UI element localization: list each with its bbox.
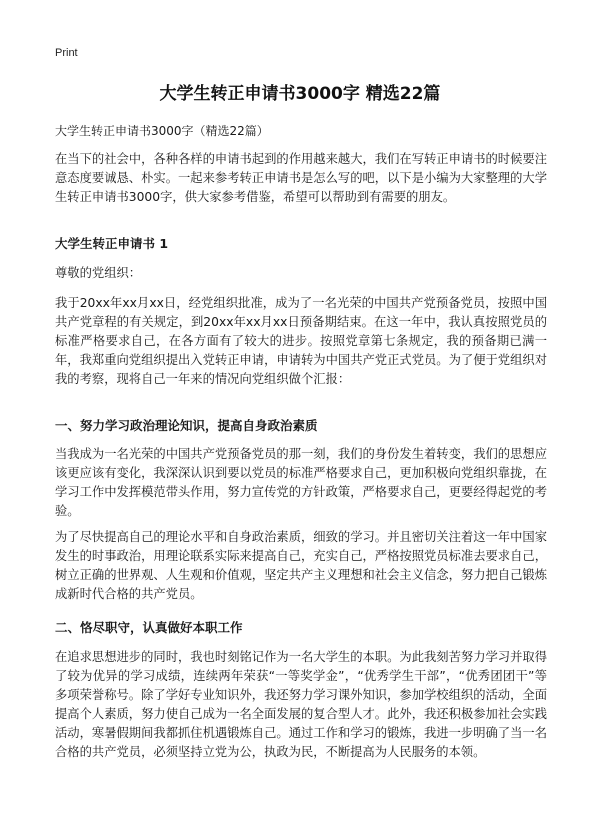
- section-title: 大学生转正申请书 1: [55, 236, 169, 251]
- heading-1: 一、努力学习政治理论知识，提高自身政治素质: [55, 418, 318, 433]
- page-title: 大学生转正申请书3000字 精选22篇: [159, 84, 441, 104]
- print-label: Print: [55, 47, 78, 59]
- paragraph-4: 在追求思想进步的同时，我也时刻铭记作为一名大学生的本职。为此我刻苦努力学习并取得了较为优异的学习成绩，连续两年荣获“一等奖学金”，“优秀学生干部”，“优秀团团干”等多项荣誉称号。除了学好专业知识外，我还努力学习课外知识，参加学校组织的活动，全面提高个人素质，努力使自己成为一名全面发展的复合型人才。此外，我还积极参加社会实践活动，寒暑假期间我都抓住机遇锻炼自己。通过工作和学习的锻炼，我进一步明确了当一名合格的共产党员，必须坚持立党为公，执政为民，不断提高为人民服务的本领。: [55, 650, 547, 759]
- intro-paragraph: 在当下的社会中，各种各样的申请书起到的作用越来越大，我们在写转正申请书的时候要注意态度要诚恳、朴实。一起来参考转正申请书是怎么写的吧，以下是小编为大家整理的大学生转正申请书3000字，供大家参考借鉴，希望可以帮助到有需要的朋友。: [55, 152, 547, 204]
- paragraph-3: 为了尽快提高自己的理论水平和自身政治素质，细致的学习。并且密切关注着这一年中国家发生的时事政治，用理论联系实际来提高自己，充实自己，严格按照党员标准去要求自己，树立正确的世界观、人生观和价值观，坚定共产主义理想和社会主义信念，努力把自己锻炼成新时代合格的共产党员。: [55, 530, 547, 601]
- document-subtitle: 大学生转正申请书3000字（精选22篇）: [55, 124, 269, 138]
- paragraph-1: 我于20xx年xx月xx日，经党组织批准，成为了一名光荣的中国共产党预备党员，按照中国共产党章程的有关规定，到20xx年xx月xx日预备期结束。在这一年中，我认真按照党员的标准严格要求自己，在各方面有了较大的进步。按照党章第七条规定，我的预备期已满一年，我郑重向党组织提出入党转正申请，申请转为中国共产党正式党员。为了便于党组织对我的考察，现将自己一年来的情况向党组织做个汇报：: [55, 296, 547, 386]
- heading-2: 二、恪尽职守，认真做好本职工作: [55, 620, 243, 635]
- salutation: 尊敬的党组织：: [55, 266, 142, 280]
- paragraph-2: 当我成为一名光荣的中国共产党预备党员的那一刻，我们的身份发生着转变，我们的思想应该更应该有变化，我深深认识到要以党员的标准严格要求自己，更加积极向党组织靠拢，在学习工作中发挥模范带头作用，努力宣传党的方针政策，严格要求自己，更要经得起党的考验。: [55, 447, 547, 518]
